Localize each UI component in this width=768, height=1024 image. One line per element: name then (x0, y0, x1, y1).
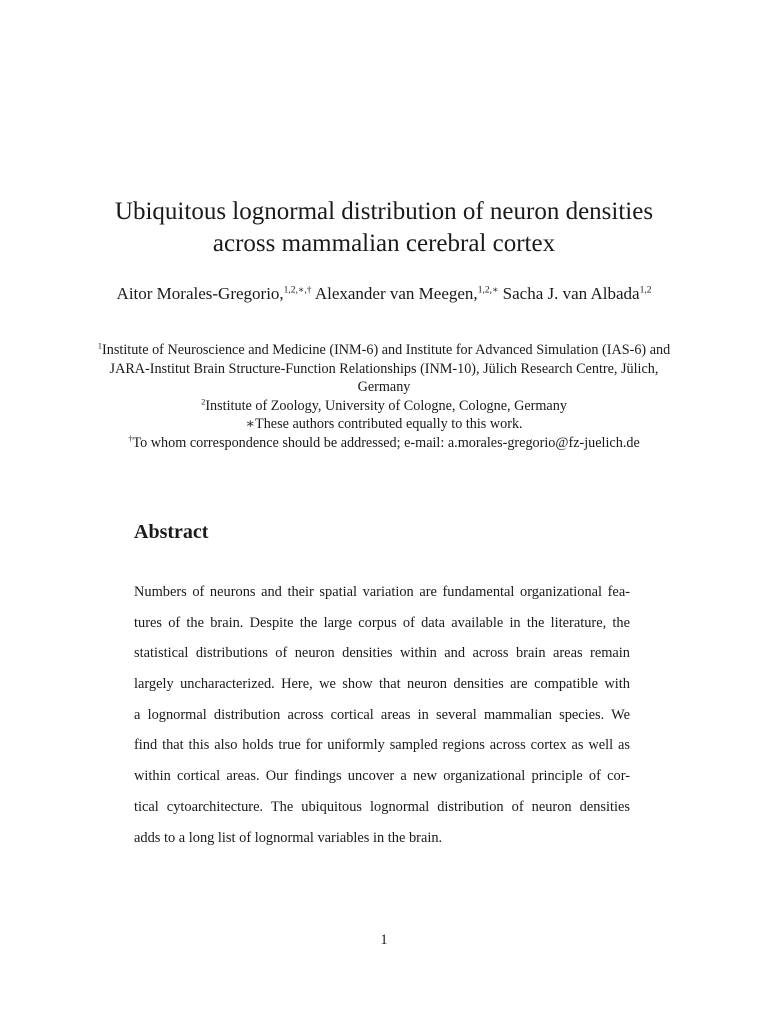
abstract-line: Numbers of neurons and their spatial variation are fundamental organizational fea- (134, 584, 630, 600)
affiliation-mark: 1 (97, 340, 103, 351)
affiliation-mark: ∗ (245, 416, 256, 433)
affiliation (84, 397, 684, 416)
affiliation (84, 341, 684, 397)
abstract-line: statistical distributions of neuron densities within and across brain areas remain (134, 645, 630, 662)
abstract-body (134, 577, 630, 853)
abstract-heading: Abstract (134, 521, 209, 543)
author-name: Aitor Morales-Gregorio, (116, 284, 284, 303)
affiliation-mark: 2 (201, 396, 206, 407)
affiliation-text: Institute of Neuroscience and Medicine (INM-6) and Institute for Advanced Simulation (IAS-6) and JARA-Institut Brain Structure-Function Relationships (INM-10), Jülich Research Centre, Jülich, Germany (102, 342, 671, 396)
abstract-line: adds to a long list of lognormal variables in the brain. (134, 829, 443, 846)
author-marks: 1,2 (639, 285, 652, 296)
affiliation-mark: † (128, 433, 133, 444)
abstract-line: within cortical areas. Our findings uncover a new organizational principle of cor- (134, 768, 630, 785)
author-marks: 1,2,∗ (477, 285, 499, 296)
correspondence-note (84, 434, 684, 453)
page-number: 1 (380, 932, 388, 948)
abstract-line: largely uncharacterized. Here, we show that neuron densities are compatible with (134, 676, 630, 693)
title-line: Ubiquitous lognormal distribution of neuron densities (114, 198, 654, 225)
affiliation-text: These authors contributed equally to this work. (255, 416, 523, 433)
abstract-line: a lognormal distribution across cortical areas in several mammalian species. We (134, 706, 630, 723)
abstract-line: find that this also holds true for uniformly sampled regions across cortex as well as (134, 737, 630, 754)
abstract-line: tures of the brain. Despite the large corpus of data available in the literature, the (134, 614, 630, 631)
abstract-line: tical cytoarchitecture. The ubiquitous lognormal distribution of neuron densities (134, 798, 630, 815)
paper-title (0, 196, 768, 260)
title-line: across mammalian cerebral cortex (212, 230, 556, 257)
affiliation-text: To whom correspondence should be addressed; e-mail: a.morales-gregorio@fz-juelich.de (132, 434, 640, 451)
equal-contribution-note (84, 415, 684, 434)
affiliation-list (84, 341, 684, 453)
author-name: Sacha J. van Albada (502, 284, 640, 303)
author-marks: 1,2,∗,† (283, 285, 312, 296)
author-name: Alexander van Meegen, (314, 284, 478, 303)
author-list (110, 282, 658, 305)
affiliation-text: Institute of Zoology, University of Cologne, Cologne, Germany (205, 397, 567, 414)
